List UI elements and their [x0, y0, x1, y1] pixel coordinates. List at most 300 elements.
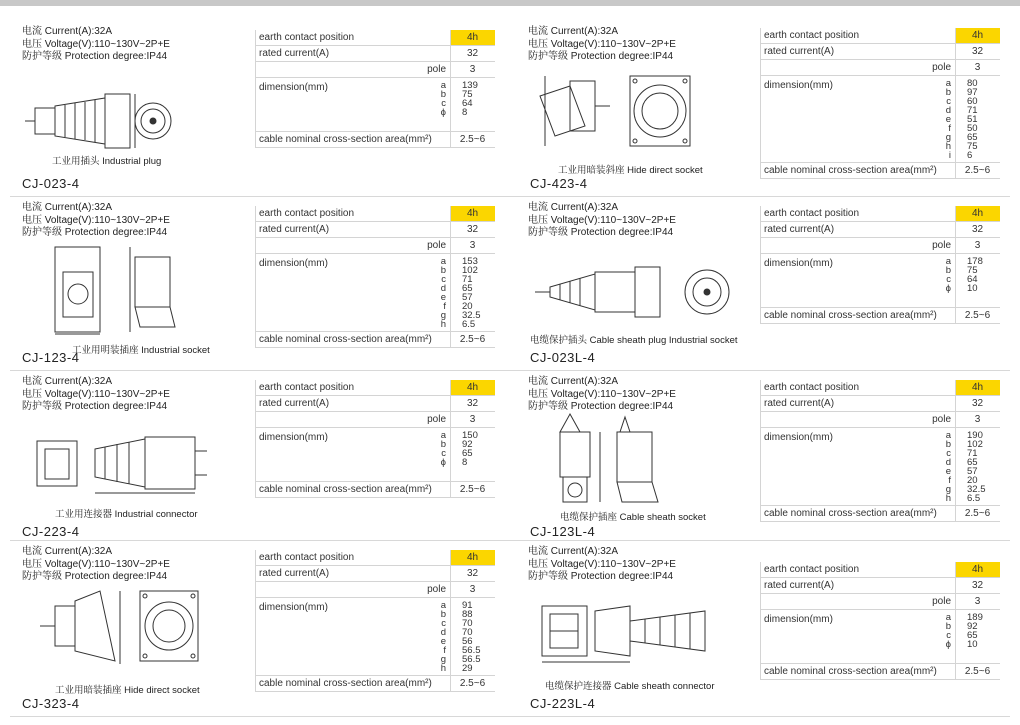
earth-contact-row-label: earth contact position [259, 382, 355, 393]
dimension-letter: e [945, 114, 951, 125]
spec-table [760, 206, 1000, 324]
cable-section-row-value: 2.5~6 [964, 165, 991, 176]
spec-protection: 防护等级 Protection degree:IP44 [22, 227, 168, 238]
pole-row [760, 594, 1000, 610]
dimension-values [462, 81, 478, 117]
product-panel [0, 376, 510, 546]
dimension-letter: ϕ [440, 107, 446, 118]
spec-protection: 防护等级 Protection degree:IP44 [22, 571, 168, 582]
table-divider [450, 30, 451, 148]
table-left-border [255, 30, 256, 148]
rated-current-row-value: 32 [466, 568, 479, 579]
dimension-value: 92 [462, 439, 473, 450]
table-divider [450, 380, 451, 498]
cable-section-row-label: cable nominal cross-section area(mm²) [764, 310, 937, 321]
earth-contact-row [255, 380, 495, 396]
dimension-letter: d [440, 283, 446, 294]
spec-block [22, 376, 170, 414]
dimension-value: 88 [462, 609, 473, 620]
dimension-value: 189 [967, 612, 983, 623]
product-drawing [540, 596, 715, 666]
dimension-value: 6.5 [967, 493, 981, 504]
dimension-value: 71 [967, 448, 978, 459]
rated-current-row-value: 32 [466, 48, 479, 59]
dimension-value: 8 [462, 457, 468, 468]
cable-section-row [255, 132, 495, 148]
dimension-letter: b [945, 621, 951, 632]
dimension-letter: b [440, 439, 446, 450]
dimension-row [255, 428, 495, 482]
earth-contact-row [760, 562, 1000, 578]
table-left-border [760, 206, 761, 324]
rated-current-row-value: 32 [971, 580, 984, 591]
cable-section-row-label: cable nominal cross-section area(mm²) [259, 134, 432, 145]
product-outline-drawing [535, 262, 735, 322]
spec-voltage: 电压 Voltage(V):110~130V~2P+E [22, 38, 170, 50]
dimension-value: 75 [462, 89, 473, 100]
dimension-value: 6 [967, 150, 973, 161]
pole-row-value: 3 [974, 62, 981, 73]
product-drawing [535, 66, 695, 161]
product-caption: 电缆保护插头 Cable sheath plug Industrial socket [530, 335, 738, 346]
dimension-letters [946, 79, 951, 160]
pole-row-label: pole [427, 584, 446, 595]
rated-current-row [760, 396, 1000, 412]
earth-contact-row-value: 4h [450, 550, 495, 565]
top-bar [0, 0, 1020, 6]
product-outline-drawing [540, 596, 715, 666]
earth-contact-row-value: 4h [955, 380, 1000, 395]
dimension-values [967, 613, 983, 649]
product-outline-drawing [35, 431, 210, 496]
spec-protection: 防护等级 Protection degree:IP44 [528, 227, 674, 238]
rated-current-row [760, 222, 1000, 238]
product-drawing [25, 86, 175, 156]
earth-contact-row-label: earth contact position [259, 208, 355, 219]
dimension-label: dimension(mm) [259, 82, 328, 93]
pole-row-label: pole [932, 240, 951, 251]
pole-row-value: 3 [469, 584, 476, 595]
dimension-value: 60 [967, 96, 978, 107]
earth-contact-row-label: earth contact position [764, 382, 860, 393]
product-panel [0, 26, 510, 196]
product-drawing [40, 586, 200, 666]
product-outline-drawing [555, 412, 675, 512]
dimension-letter: a [945, 256, 951, 267]
earth-contact-row [255, 30, 495, 46]
spec-block [528, 202, 676, 240]
product-drawing [35, 431, 210, 496]
product-drawing [555, 412, 675, 512]
table-divider [955, 206, 956, 324]
dimension-letter: h [945, 493, 951, 504]
dimension-letter: e [945, 466, 951, 477]
dimension-value: 29 [462, 663, 473, 674]
dimension-letter: a [440, 80, 446, 91]
cable-section-row-label: cable nominal cross-section area(mm²) [259, 334, 432, 345]
earth-contact-row [255, 206, 495, 222]
cable-section-row-value: 2.5~6 [459, 334, 486, 345]
dimension-value: 32.5 [967, 484, 986, 495]
table-left-border [255, 206, 256, 348]
pole-row-value: 3 [974, 596, 981, 607]
dimension-letter: ϕ [440, 457, 446, 468]
spec-protection: 防护等级 Protection degree:IP44 [22, 51, 168, 62]
dimension-letter: b [440, 265, 446, 276]
cable-section-row-value: 2.5~6 [964, 666, 991, 677]
dimension-letter: d [945, 457, 951, 468]
dimension-letter: a [945, 78, 951, 89]
dimension-letter: f [948, 123, 951, 134]
dimension-values [462, 257, 481, 329]
dimension-letters [441, 601, 446, 673]
spec-current: 电流 Current(A):32A [22, 546, 113, 557]
pole-row-label: pole [932, 414, 951, 425]
spec-voltage: 电压 Voltage(V):110~130V~2P+E [528, 558, 676, 570]
product-outline-drawing [45, 242, 195, 337]
model-number: CJ-223L-4 [530, 696, 596, 711]
spec-voltage: 电压 Voltage(V):110~130V~2P+E [528, 38, 676, 50]
pole-row-value: 3 [974, 240, 981, 251]
dimension-letter: i [948, 150, 951, 161]
pole-row-label: pole [932, 596, 951, 607]
table-divider [450, 550, 451, 692]
earth-contact-row-label: earth contact position [259, 32, 355, 43]
dimension-values [967, 257, 983, 293]
spec-current: 电流 Current(A):32A [528, 546, 619, 557]
rated-current-row-value: 32 [466, 398, 479, 409]
dimension-letter: f [948, 475, 951, 486]
dimension-value: 10 [967, 639, 978, 650]
dimension-letter: h [945, 141, 951, 152]
spec-current: 电流 Current(A):32A [22, 26, 113, 37]
product-caption: 工业用明装插座 Industrial socket [72, 345, 210, 356]
product-outline-drawing [25, 86, 175, 156]
earth-contact-row-value: 4h [450, 30, 495, 45]
spec-table [255, 30, 495, 148]
pole-row [255, 582, 495, 598]
cable-section-row-label: cable nominal cross-section area(mm²) [259, 678, 432, 689]
dimension-letter: c [946, 630, 951, 641]
dimension-value: 71 [462, 274, 473, 285]
spec-voltage: 电压 Voltage(V):110~130V~2P+E [22, 558, 170, 570]
cable-section-row [760, 308, 1000, 324]
dimension-letter: a [945, 612, 951, 623]
dimension-value: 178 [967, 256, 983, 267]
rated-current-row [760, 578, 1000, 594]
spec-voltage: 电压 Voltage(V):110~130V~2P+E [22, 214, 170, 226]
spec-current: 电流 Current(A):32A [528, 202, 619, 213]
dimension-value: 65 [462, 448, 473, 459]
dimension-label: dimension(mm) [259, 602, 328, 613]
earth-contact-row-label: earth contact position [764, 564, 860, 575]
model-number: CJ-023-4 [22, 176, 80, 191]
table-left-border [760, 562, 761, 680]
earth-contact-row-label: earth contact position [764, 30, 860, 41]
product-caption: 工业用连接器 Industrial connector [55, 509, 198, 520]
dimension-letter: c [441, 618, 446, 629]
dimension-value: 65 [967, 132, 978, 143]
model-number: CJ-223-4 [22, 524, 80, 539]
spec-table [255, 550, 495, 692]
rated-current-row-label: rated current(A) [764, 580, 835, 591]
dimension-letters [441, 81, 446, 117]
dimension-value: 139 [462, 80, 478, 91]
row-separator [10, 540, 1010, 541]
rated-current-row [255, 222, 495, 238]
rated-current-row-label: rated current(A) [259, 568, 330, 579]
rated-current-row [760, 44, 1000, 60]
table-divider [955, 380, 956, 522]
table-left-border [760, 28, 761, 179]
table-left-border [255, 550, 256, 692]
pole-row-label: pole [427, 240, 446, 251]
earth-contact-row [760, 206, 1000, 222]
pole-row-value: 3 [469, 414, 476, 425]
spec-block [22, 26, 170, 64]
cable-section-row-value: 2.5~6 [964, 310, 991, 321]
model-number: CJ-023L-4 [530, 350, 596, 365]
spec-voltage: 电压 Voltage(V):110~130V~2P+E [22, 388, 170, 400]
rated-current-row-label: rated current(A) [259, 224, 330, 235]
dimension-values [462, 431, 478, 467]
table-left-border [255, 380, 256, 498]
dimension-value: 75 [967, 265, 978, 276]
spec-block [22, 202, 170, 240]
table-divider [955, 28, 956, 179]
dimension-value: 65 [462, 283, 473, 294]
table-left-border [760, 380, 761, 522]
dimension-letter: g [440, 310, 446, 321]
dimension-letter: c [441, 448, 446, 459]
dimension-letter: a [945, 430, 951, 441]
rated-current-row-label: rated current(A) [764, 46, 835, 57]
dimension-letter: d [440, 627, 446, 638]
row-separator [10, 716, 1010, 717]
spec-block [22, 546, 170, 584]
dimension-label: dimension(mm) [764, 432, 833, 443]
dimension-letter: f [443, 301, 446, 312]
cable-section-row [760, 664, 1000, 680]
dimension-label: dimension(mm) [259, 432, 328, 443]
spec-table [255, 206, 495, 348]
product-panel [0, 202, 510, 372]
pole-row [255, 62, 495, 78]
dimension-row [255, 78, 495, 132]
dimension-letter: ϕ [945, 639, 951, 650]
dimension-value: 64 [462, 98, 473, 109]
dimension-value: 91 [462, 600, 473, 611]
product-panel [0, 546, 510, 716]
model-number: CJ-323-4 [22, 696, 80, 711]
dimension-value: 190 [967, 430, 983, 441]
spec-voltage: 电压 Voltage(V):110~130V~2P+E [528, 388, 676, 400]
dimension-letter: b [440, 609, 446, 620]
dimension-letter: g [440, 654, 446, 665]
dimension-value: 8 [462, 107, 468, 118]
dimension-letter: b [945, 265, 951, 276]
dimension-value: 50 [967, 123, 978, 134]
dimension-row [255, 254, 495, 332]
dimension-letter: c [946, 448, 951, 459]
dimension-letters [946, 431, 951, 503]
dimension-row [760, 76, 1000, 163]
dimension-letters [441, 257, 446, 329]
pole-row [760, 238, 1000, 254]
spec-table [760, 380, 1000, 522]
dimension-value: 57 [462, 292, 473, 303]
model-number: CJ-123-4 [22, 350, 80, 365]
dimension-letter: c [441, 274, 446, 285]
rated-current-row-label: rated current(A) [259, 48, 330, 59]
dimension-letter: b [440, 89, 446, 100]
pole-row-label: pole [932, 62, 951, 73]
spec-protection: 防护等级 Protection degree:IP44 [528, 571, 674, 582]
dimension-value: 56.5 [462, 654, 481, 665]
earth-contact-row [255, 550, 495, 566]
product-panel [510, 376, 1020, 546]
spec-protection: 防护等级 Protection degree:IP44 [528, 51, 674, 62]
spec-table [760, 28, 1000, 179]
dimension-value: 70 [462, 618, 473, 629]
earth-contact-row-value: 4h [450, 380, 495, 395]
dimension-letter: g [945, 132, 951, 143]
dimension-value: 150 [462, 430, 478, 441]
dimension-value: 10 [967, 283, 978, 294]
earth-contact-row-value: 4h [955, 206, 1000, 221]
dimension-value: 97 [967, 87, 978, 98]
dimension-letter: d [945, 105, 951, 116]
dimension-letter: e [440, 636, 446, 647]
cable-section-row-value: 2.5~6 [459, 678, 486, 689]
spec-block [528, 376, 676, 414]
model-number: CJ-423-4 [530, 176, 588, 191]
spec-protection: 防护等级 Protection degree:IP44 [22, 401, 168, 412]
product-caption: 电缆保护连接器 Cable sheath connector [545, 681, 715, 692]
earth-contact-row-value: 4h [955, 28, 1000, 43]
dimension-value: 71 [967, 105, 978, 116]
rated-current-row-value: 32 [466, 224, 479, 235]
dimension-values [967, 79, 978, 160]
pole-row-value: 3 [469, 240, 476, 251]
dimension-letter: a [440, 600, 446, 611]
pole-row-label: pole [427, 414, 446, 425]
spec-table [255, 380, 495, 498]
dimension-row [760, 428, 1000, 506]
spec-current: 电流 Current(A):32A [528, 26, 619, 37]
spec-voltage: 电压 Voltage(V):110~130V~2P+E [528, 214, 676, 226]
earth-contact-row [760, 28, 1000, 44]
dimension-value: 102 [967, 439, 983, 450]
table-divider [450, 206, 451, 348]
product-panel [510, 546, 1020, 716]
cable-section-row [760, 163, 1000, 179]
dimension-value: 80 [967, 78, 978, 89]
dimension-value: 56 [462, 636, 473, 647]
model-number: CJ-123L-4 [530, 524, 596, 539]
product-outline-drawing [535, 66, 695, 161]
spec-table [760, 562, 1000, 680]
dimension-value: 32.5 [462, 310, 481, 321]
row-separator [10, 196, 1010, 197]
cable-section-row-label: cable nominal cross-section area(mm²) [259, 484, 432, 495]
spec-current: 电流 Current(A):32A [22, 202, 113, 213]
dimension-row [255, 598, 495, 676]
dimension-letter: f [443, 645, 446, 656]
dimension-value: 56.5 [462, 645, 481, 656]
rated-current-row-label: rated current(A) [764, 224, 835, 235]
cable-section-row [255, 482, 495, 498]
table-divider [955, 562, 956, 680]
cable-section-row [255, 332, 495, 348]
cable-section-row-label: cable nominal cross-section area(mm²) [764, 508, 937, 519]
product-caption: 工业用暗装斜座 Hide direct socket [558, 165, 703, 176]
dimension-label: dimension(mm) [764, 614, 833, 625]
earth-contact-row-value: 4h [450, 206, 495, 221]
spec-block [528, 546, 676, 584]
dimension-letters [946, 257, 951, 293]
rated-current-row [255, 46, 495, 62]
dimension-letter: a [440, 430, 446, 441]
cable-section-row-value: 2.5~6 [459, 484, 486, 495]
product-caption: 工业用暗装插座 Hide direct socket [55, 685, 200, 696]
dimension-value: 70 [462, 627, 473, 638]
dimension-values [462, 601, 481, 673]
dimension-label: dimension(mm) [764, 80, 833, 91]
dimension-letter: ϕ [945, 283, 951, 294]
spec-block [528, 26, 676, 64]
product-caption: 工业用插头 Industrial plug [52, 156, 162, 167]
dimension-letter: g [945, 484, 951, 495]
dimension-value: 64 [967, 274, 978, 285]
dimension-value: 6.5 [462, 319, 476, 330]
row-separator [10, 370, 1010, 371]
dimension-letters [441, 431, 446, 467]
dimension-letter: c [946, 274, 951, 285]
dimension-value: 92 [967, 621, 978, 632]
dimension-letter: b [945, 439, 951, 450]
earth-contact-row-value: 4h [955, 562, 1000, 577]
dimension-letter: b [945, 87, 951, 98]
dimension-label: dimension(mm) [764, 258, 833, 269]
dimension-letter: h [440, 663, 446, 674]
product-caption: 电缆保护插座 Cable sheath socket [560, 512, 706, 523]
dimension-values [967, 431, 986, 503]
dimension-value: 153 [462, 256, 478, 267]
earth-contact-row [760, 380, 1000, 396]
cable-section-row-label: cable nominal cross-section area(mm²) [764, 666, 937, 677]
earth-contact-row-label: earth contact position [764, 208, 860, 219]
rated-current-row-value: 32 [971, 46, 984, 57]
dimension-value: 65 [967, 630, 978, 641]
dimension-label: dimension(mm) [259, 258, 328, 269]
rated-current-row-value: 32 [971, 398, 984, 409]
dimension-row [760, 254, 1000, 308]
product-panel [510, 202, 1020, 372]
pole-row-value: 3 [469, 64, 476, 75]
rated-current-row-value: 32 [971, 224, 984, 235]
rated-current-row-label: rated current(A) [764, 398, 835, 409]
cable-section-row-value: 2.5~6 [459, 134, 486, 145]
spec-protection: 防护等级 Protection degree:IP44 [528, 401, 674, 412]
pole-row [760, 60, 1000, 76]
dimension-value: 75 [967, 141, 978, 152]
spec-current: 电流 Current(A):32A [22, 376, 113, 387]
dimension-value: 20 [967, 475, 978, 486]
cable-section-row [255, 676, 495, 692]
dimension-letter: e [440, 292, 446, 303]
cable-section-row-label: cable nominal cross-section area(mm²) [764, 165, 937, 176]
